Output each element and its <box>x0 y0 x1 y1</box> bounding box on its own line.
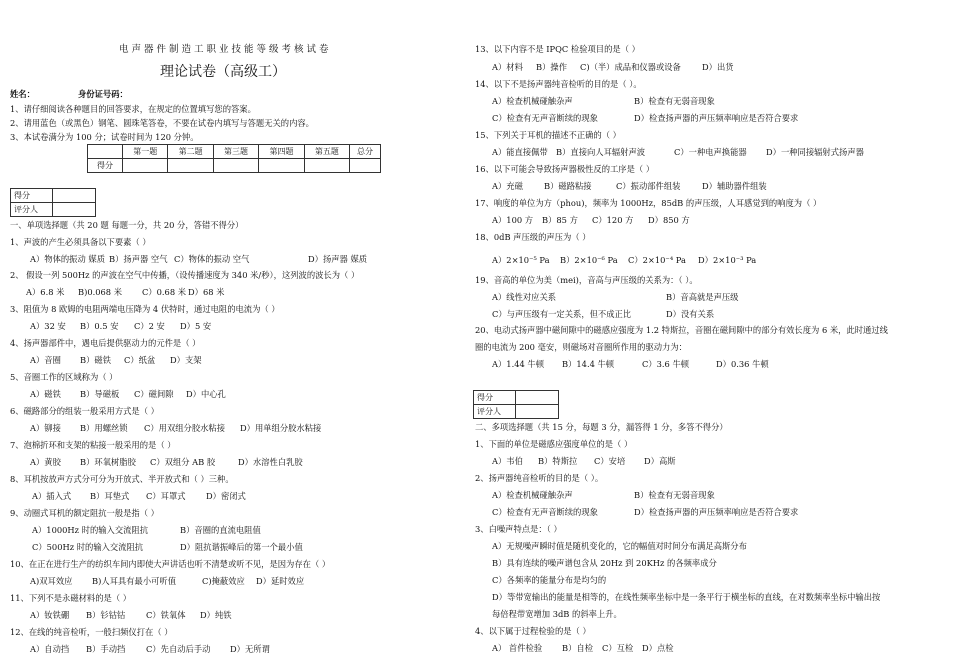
q19-opt-b: B）音高就是声压级 <box>666 292 739 302</box>
score-cell[interactable] <box>304 159 349 173</box>
question-5: 5、音圈工作的区域称为（ ） <box>10 372 118 382</box>
question-11: 11、下列不是永磁材料的是（ ） <box>10 593 132 603</box>
id-label: 身份证号码： <box>78 89 128 99</box>
section2-title: 二、多项选择题（共 15 分，每题 3 分，漏答得 1 分，多答不得分） <box>475 422 728 432</box>
q3-opt-d: D）5 安 <box>180 321 212 331</box>
q1-opt-d: D）扬声器 媒质 <box>308 254 368 264</box>
s2q3-opt-b: B）具有连续的噪声谱包含从 20Hz 到 20KHz 的各频率成分 <box>492 558 717 568</box>
q5-opt-c: C）磁间隙 <box>134 389 174 399</box>
question-20-cont: 圈的电流为 200 毫安，则磁场对音圈所作用的驱动力为： <box>475 342 687 352</box>
grader-score-cell[interactable] <box>53 189 96 203</box>
q17-opt-c: C）120 方 <box>592 215 634 225</box>
s2q1-opt-d: D）高斯 <box>644 456 676 466</box>
question-10: 10、在正在进行生产的纺织车间内即使大声讲话也听不清楚或听不见，是因为存在（ ） <box>10 559 331 569</box>
instruction-3: 3、本试卷满分为 100 分；试卷时间为 120 分钟。 <box>10 132 199 142</box>
q15-opt-d: D）一种同接辐射式扬声器 <box>766 147 864 157</box>
score-table-corner <box>88 145 123 159</box>
q11-opt-c: C）铁氧体 <box>146 610 186 620</box>
score-header-total: 总分 <box>350 145 381 159</box>
q20-opt-a: A）1.44 牛顿 <box>492 359 544 369</box>
q3-opt-a: A）32 安 <box>30 321 66 331</box>
q3-opt-c: C）2 安 <box>134 321 165 331</box>
score-cell[interactable] <box>168 159 213 173</box>
score-header-2: 第二题 <box>168 145 213 159</box>
question-14: 14、以下不是扬声器纯音检听的目的是（ ）。 <box>475 79 642 89</box>
q14-opt-b: B）检查有无弱音现象 <box>634 96 715 106</box>
grader-score-label: 得分 <box>474 391 516 405</box>
q17-opt-a: A）100 方 <box>492 215 534 225</box>
q9-opt-b: B）音圈的直流电阻值 <box>180 525 261 535</box>
q7-opt-c: C）双组分 AB 胶 <box>150 457 216 467</box>
q10-opt-a: A)双耳效应 <box>30 576 73 586</box>
question-15: 15、下列关于耳机的描述不正确的（ ） <box>475 130 621 140</box>
q20-opt-c: C）3.6 牛顿 <box>642 359 690 369</box>
q13-opt-b: B）操作 <box>536 62 567 72</box>
q12-opt-a: A）自动挡 <box>30 644 70 654</box>
q13-opt-d: D）出货 <box>702 62 734 72</box>
q15-opt-c: C）一种电声换能器 <box>674 147 747 157</box>
q6-opt-a: A）铆接 <box>30 423 61 433</box>
grader-name-cell[interactable] <box>516 405 559 419</box>
question-9: 9、动圈式耳机的额定阻抗一般是指（ ） <box>10 508 159 518</box>
q20-opt-d: D）0.36 牛顿 <box>716 359 769 369</box>
q7-opt-d: D）水溶性白乳胶 <box>238 457 303 467</box>
q6-opt-d: D）用单组分胶水粘接 <box>240 423 322 433</box>
s2q2-opt-c: C）检查有无声音断续的现象 <box>492 507 598 517</box>
q13-opt-a: A）材料 <box>492 62 523 72</box>
q15-opt-b: B）直接向人耳辐射声波 <box>556 147 646 157</box>
q7-opt-b: B）环氧树脂胶 <box>80 457 136 467</box>
q6-opt-c: C）用双组分胶水粘接 <box>144 423 226 433</box>
s2-question-2: 2、扬声器纯音检听的目的是（ ）。 <box>475 473 604 483</box>
question-16: 16、以下可能会导致扬声器极性反的工序是（ ） <box>475 164 655 174</box>
q4-opt-a: A）音圈 <box>30 355 61 365</box>
question-20: 20、电动式扬声器中磁间隙中的磁感应强度为 1.2 特斯拉，音圈在磁间隙中的部分有效长度为 6 米，此时通过线 <box>475 325 888 335</box>
q1-opt-a: A）物体的振动 媒质 <box>30 254 106 264</box>
q5-opt-d: D）中心孔 <box>186 389 226 399</box>
page-title: 理论试卷（高级工） <box>160 64 286 80</box>
q9-opt-c: C）500Hz 时的输入交流阻抗 <box>32 542 144 552</box>
grader-name-label: 评分人 <box>474 405 516 419</box>
score-header-3: 第三题 <box>213 145 258 159</box>
score-header-4: 第四题 <box>259 145 304 159</box>
grader-score-cell[interactable] <box>516 391 559 405</box>
s2q4-opt-a: A） 首件检验 <box>492 643 543 653</box>
grader-box-1 <box>10 188 96 217</box>
s2q3-opt-d: D）等带宽输出的能量是相等的，在线性频率坐标中是一条平行于横坐标的直线，在对数频率坐标中输出按 <box>492 592 881 602</box>
q8-opt-b: B）耳垫式 <box>90 491 130 501</box>
q18-opt-b: B）2×10⁻⁶ Pa <box>560 255 618 265</box>
question-2: 2、 假设一列 500Hz 的声波在空气中传播，（设传播速度为 340 米/秒），这列波的波长为（ ） <box>10 270 360 280</box>
q1-opt-b: B）扬声器 空气 <box>109 254 168 264</box>
q18-opt-a: A）2×10⁻⁵ Pa <box>492 255 550 265</box>
q18-opt-c: C）2×10⁻⁴ Pa <box>628 255 686 265</box>
q14-opt-d: D）检查扬声器的声压频率响应是否符合要求 <box>634 113 799 123</box>
q10-opt-b: B)人耳具有最小可听值 <box>92 576 177 586</box>
s2q1-opt-b: B）特斯拉 <box>538 456 578 466</box>
score-table <box>87 144 381 173</box>
question-19: 19、音高的单位为美（mei)，音高与声压级的关系为：（ ）。 <box>475 275 698 285</box>
q12-opt-d: D）无所谓 <box>230 644 270 654</box>
score-row-label: 得分 <box>88 159 123 173</box>
name-label: 姓名： <box>10 89 35 99</box>
q10-opt-c: C)掩蔽效应 <box>202 576 245 586</box>
s2q4-opt-b: B）自检 <box>562 643 593 653</box>
score-cell[interactable] <box>350 159 381 173</box>
q10-opt-d: D）延时效应 <box>256 576 305 586</box>
exam-name: 电声器件制造工职业技能等级考核试卷 <box>119 44 332 55</box>
q11-opt-a: A）钕铁硼 <box>30 610 70 620</box>
q16-opt-b: B）磁路粘接 <box>544 181 592 191</box>
q2-opt-a: A）6.8 米 <box>26 287 65 297</box>
q2-opt-c: C）0.68 米 <box>142 287 187 297</box>
q9-opt-a: A）1000Hz 时的输入交流阻抗 <box>32 525 149 535</box>
s2q4-opt-c: C）互检 <box>602 643 634 653</box>
s2q1-opt-a: A）韦伯 <box>492 456 523 466</box>
q7-opt-a: A）黄胶 <box>30 457 61 467</box>
q16-opt-d: D）辅助器件组装 <box>702 181 767 191</box>
s2q3-opt-c: C）各频率的能量分布是均匀的 <box>492 575 607 585</box>
q12-opt-b: B）手动挡 <box>86 644 126 654</box>
q4-opt-b: B）磁铁 <box>80 355 111 365</box>
grader-box-2 <box>473 390 559 419</box>
question-13: 13、以下内容不是 IPQC 检验项目的是（ ） <box>475 44 640 54</box>
question-3: 3、阻值为 8 欧姆的电阻两端电压降为 4 伏特时，通过电阻的电流为（ ） <box>10 304 280 314</box>
q20-opt-b: B）14.4 牛顿 <box>562 359 615 369</box>
grader-name-cell[interactable] <box>53 203 96 217</box>
question-18: 18、0dB 声压级的声压为（ ） <box>475 232 591 242</box>
score-header-1: 第一题 <box>123 145 168 159</box>
s2q2-opt-d: D）检查扬声器的声压频率响应是否符合要求 <box>634 507 799 517</box>
q6-opt-b: B）用螺丝锁 <box>80 423 128 433</box>
q14-opt-c: C）检查有无声音断续的现象 <box>492 113 598 123</box>
s2q2-opt-b: B）检查有无弱音现象 <box>634 490 715 500</box>
score-header-5: 第五题 <box>304 145 349 159</box>
q15-opt-a: A）能直接佩带 <box>492 147 548 157</box>
question-8: 8、耳机按放声方式分可分为开放式、半开放式和（ ）三种。 <box>10 474 234 484</box>
q18-opt-d: D）2×10⁻³ Pa <box>698 255 757 265</box>
q1-opt-c: C）物体的振动 空气 <box>174 254 250 264</box>
s2-question-3: 3、白噪声特点是：（ ） <box>475 524 562 534</box>
score-cell[interactable] <box>123 159 168 173</box>
q5-opt-b: B）导磁板 <box>80 389 120 399</box>
instruction-2: 2、请用蓝色（或黑色）钢笔、圆珠笔答卷，不要在试卷内填写与答题无关的内容。 <box>10 118 314 128</box>
instruction-1: 1、请仔细阅读各种题目的回答要求，在规定的位置填写您的答案。 <box>10 104 256 114</box>
question-7: 7、泡棉折环和支架的粘接一般采用的是（ ） <box>10 440 176 450</box>
q19-opt-a: A）线性对应关系 <box>492 292 557 302</box>
grader-score-label: 得分 <box>11 189 53 203</box>
question-17: 17、响度的单位为方（phou)，频率为 1000Hz，85dB 的声压级，人耳感觉到的响度为（ ） <box>475 198 822 208</box>
q19-opt-d: D）没有关系 <box>666 309 715 319</box>
grader-name-label: 评分人 <box>11 203 53 217</box>
s2q1-opt-c: C）安培 <box>594 456 626 466</box>
q8-opt-c: C）耳罩式 <box>146 491 186 501</box>
section1-title: 一、单项选择题（共 20 题 每题一分，共 20 分，答错不得分） <box>10 220 244 230</box>
q3-opt-b: B）0.5 安 <box>80 321 119 331</box>
s2-question-4: 4、以下属于过程检验的是（ ） <box>475 626 591 636</box>
q16-opt-c: C）振动部件组装 <box>616 181 681 191</box>
q16-opt-a: A）充磁 <box>492 181 523 191</box>
q11-opt-d: D）纯铁 <box>200 610 232 620</box>
q12-opt-c: C）先自动后手动 <box>146 644 211 654</box>
q11-opt-b: B）钐钴钴 <box>86 610 126 620</box>
q17-opt-b: B）85 方 <box>542 215 578 225</box>
q19-opt-c: C）与声压级有一定关系，但不成正比 <box>492 309 632 319</box>
q9-opt-d: D）阻抗谐振峰后的第一个最小值 <box>180 542 303 552</box>
score-cell[interactable] <box>259 159 304 173</box>
q5-opt-a: A）磁铁 <box>30 389 61 399</box>
s2q4-opt-d: D）点检 <box>642 643 674 653</box>
s2q2-opt-a: A）检查机械碰触杂声 <box>492 490 573 500</box>
q2-opt-b: B)0.068 米 <box>78 287 123 297</box>
s2q3-opt-a: A）无规噪声瞬时值是随机变化的，它的幅值对时间分布满足高斯分布 <box>492 541 747 551</box>
q4-opt-c: C）纸盆 <box>124 355 156 365</box>
q13-opt-c: C)（半）成品和仪器或设备 <box>580 62 681 72</box>
question-4: 4、扬声器部件中，遇电后提供驱动力的元件是（ ） <box>10 338 201 348</box>
s2q3-opt-d-cont: 每倍程带宽增加 3dB 的斜率上升。 <box>492 609 622 619</box>
q8-opt-d: D）密闭式 <box>206 491 246 501</box>
score-cell[interactable] <box>213 159 258 173</box>
question-1: 1、声波的产生必须具备以下要素（ ） <box>10 237 151 247</box>
q4-opt-d: D）支架 <box>170 355 202 365</box>
q2-opt-d: D）68 米 <box>188 287 225 297</box>
q14-opt-a: A）检查机械碰触杂声 <box>492 96 573 106</box>
question-6: 6、磁路部分的组装一般采用方式是（ ） <box>10 406 159 416</box>
q17-opt-d: D）850 方 <box>648 215 690 225</box>
s2-question-1: 1、下面的单位是磁感应强度单位的是（ ） <box>475 439 633 449</box>
q8-opt-a: A）插入式 <box>32 491 72 501</box>
question-12: 12、在线的纯音检听，一般扫频仪打在（ ） <box>10 627 173 637</box>
